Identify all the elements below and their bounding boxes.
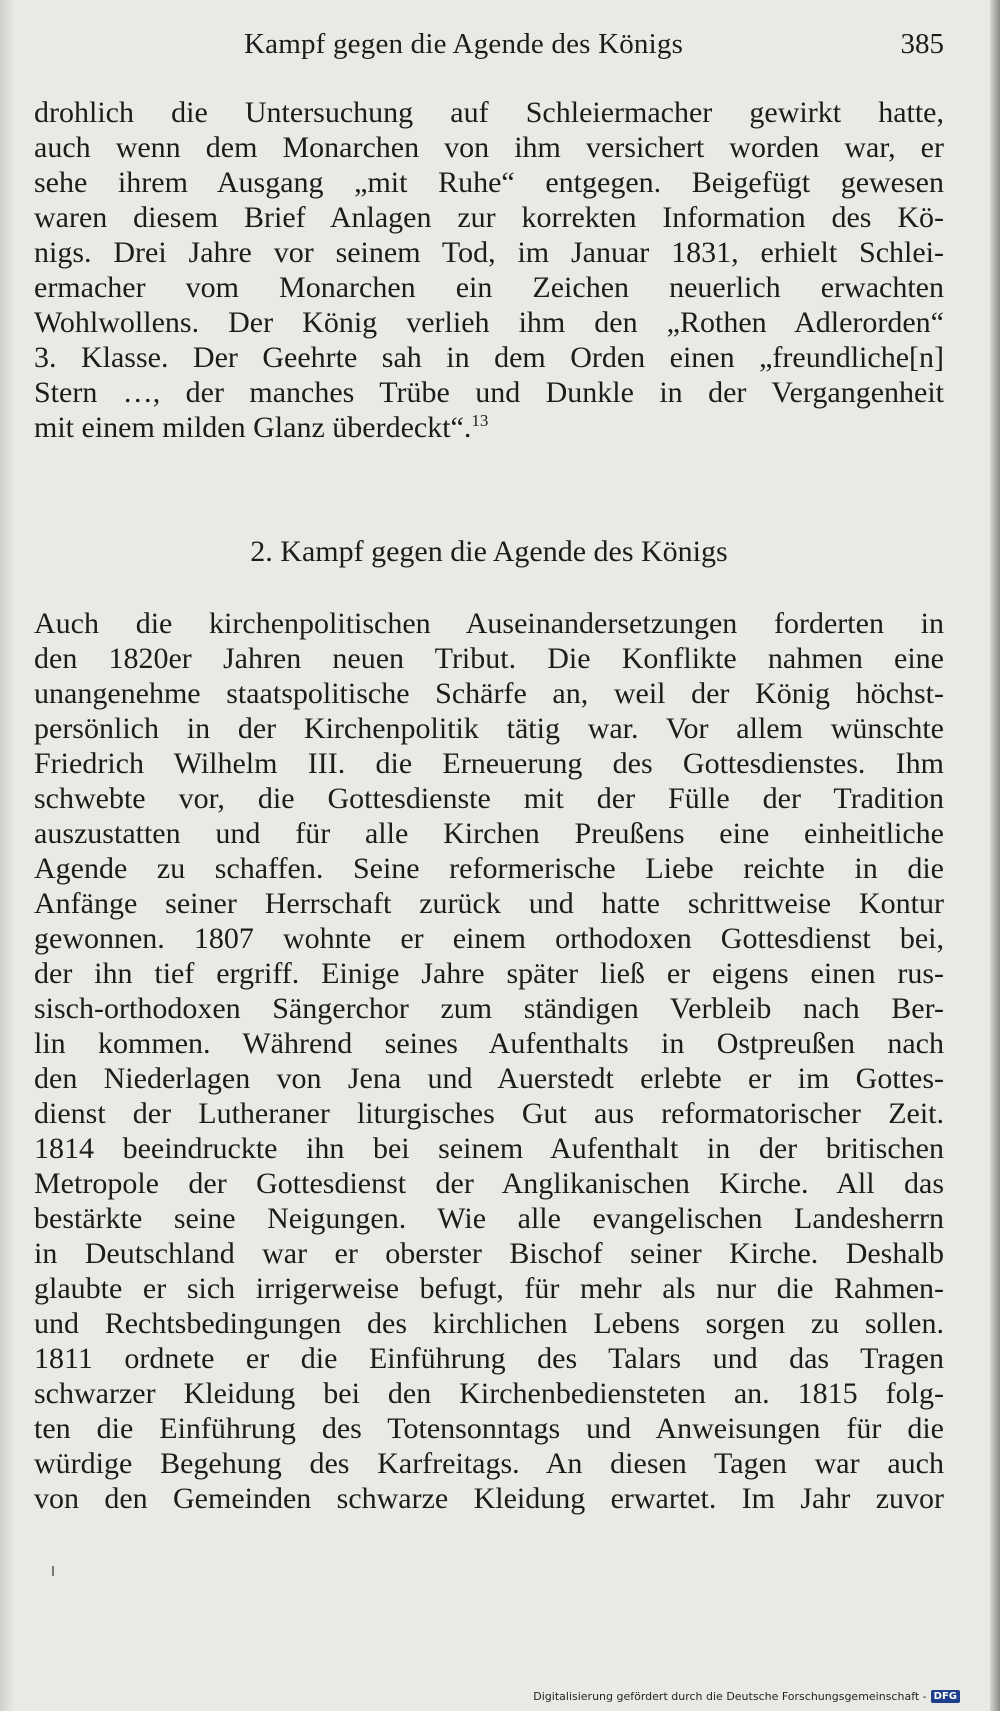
text-line: lin kommen. Während seines Aufenthalts in Ostpreußen nach xyxy=(34,1027,944,1060)
text-line: auch wenn dem Monarchen von ihm versichert worden war, er xyxy=(34,131,944,164)
text-line: den 1820er Jahren neuen Tribut. Die Konflikte nahmen eine xyxy=(34,642,944,675)
text-line: sehe ihrem Ausgang „mit Ruhe“ entgegen. Beigefügt gewesen xyxy=(34,166,944,199)
margin-mark xyxy=(52,1566,54,1576)
text-line: Stern …, der manches Trübe und Dunkle in der Vergangenheit xyxy=(34,376,944,409)
dfg-logo-icon[interactable]: DFG xyxy=(931,1690,960,1703)
text-line-last xyxy=(34,411,944,445)
section-heading: 2. Kampf gegen die Agende des Königs xyxy=(250,535,728,568)
text-line: nigs. Drei Jahre vor seinem Tod, im Januar 1831, erhielt Schlei- xyxy=(34,236,944,269)
text-line: Friedrich Wilhelm III. die Erneuerung des Gottesdienstes. Ihm xyxy=(34,747,944,780)
scan-right-edge xyxy=(990,0,1000,1711)
text-line: glaubte er sich irrigerweise befugt, für mehr als nur die Rahmen- xyxy=(34,1272,944,1305)
text-line: würdige Begehung des Karfreitags. An diesen Tagen war auch xyxy=(34,1447,944,1480)
text-line: bestärkte seine Neigungen. Wie alle evangelischen Landesherrn xyxy=(34,1202,944,1235)
text-line: auszustatten und für alle Kirchen Preußens eine einheitliche xyxy=(34,817,944,850)
text-line: dienst der Lutheraner liturgisches Gut aus reformatorischer Zeit. xyxy=(34,1097,944,1130)
text-line: von den Gemeinden schwarze Kleidung erwartet. Im Jahr zuvor xyxy=(34,1482,944,1515)
text-line: waren diesem Brief Anlagen zur korrekten Information des Kö- xyxy=(34,201,944,234)
text-line: und Rechtsbedingungen des kirchlichen Lebens sorgen zu sollen. xyxy=(34,1307,944,1340)
text-line: 1814 beeindruckte ihn bei seinem Aufenthalt in der britischen xyxy=(34,1132,944,1165)
text-line: 3. Klasse. Der Geehrte sah in dem Orden einen „freundliche[n] xyxy=(34,341,944,374)
page-header xyxy=(34,28,944,68)
text-line-content: mit einem milden Glanz überdeckt“. xyxy=(34,411,472,444)
text-line: Metropole der Gottesdienst der Anglikanischen Kirche. All das xyxy=(34,1167,944,1200)
text-line: drohlich die Untersuchung auf Schleiermacher gewirkt hatte, xyxy=(34,96,944,129)
digitization-credit xyxy=(533,1690,960,1703)
text-line: ermacher vom Monarchen ein Zeichen neuerlich erwachten xyxy=(34,271,944,304)
text-line: Agende zu schaffen. Seine reformerische Liebe reichte in die xyxy=(34,852,944,885)
page-number: 385 xyxy=(900,28,944,60)
scan-left-shadow xyxy=(0,0,14,1711)
text-line: in Deutschland war er oberster Bischof seiner Kirche. Deshalb xyxy=(34,1237,944,1270)
text-line: schwarzer Kleidung bei den Kirchenbediensteten an. 1815 folg- xyxy=(34,1377,944,1410)
text-line: den Niederlagen von Jena und Auerstedt erlebte er im Gottes- xyxy=(34,1062,944,1095)
text-line: Auch die kirchenpolitischen Auseinandersetzungen forderten in xyxy=(34,607,944,640)
running-head: Kampf gegen die Agende des Königs xyxy=(244,28,684,60)
text-line: der ihn tief ergriff. Einige Jahre später ließ er eigens einen rus- xyxy=(34,957,944,990)
text-line: gewonnen. 1807 wohnte er einem orthodoxen Gottesdienst bei, xyxy=(34,922,944,955)
text-line: Wohlwollens. Der König verlieh ihm den „Rothen Adlerorden“ xyxy=(34,306,944,339)
text-line: sisch-orthodoxen Sängerchor zum ständigen Verbleib nach Ber- xyxy=(34,992,944,1025)
credit-text: Digitalisierung gefördert durch die Deutsche Forschungsgemeinschaft - xyxy=(533,1690,927,1703)
text-line: Anfänge seiner Herrschaft zurück und hatte schrittweise Kontur xyxy=(34,887,944,920)
footnote-marker[interactable]: 13 xyxy=(471,411,489,430)
text-line: schwebte vor, die Gottesdienste mit der Fülle der Tradition xyxy=(34,782,944,815)
text-line: persönlich in der Kirchenpolitik tätig war. Vor allem wünschte xyxy=(34,712,944,745)
text-line: unangenehme staatspolitische Schärfe an, weil der König höchst- xyxy=(34,677,944,710)
text-line: ten die Einführung des Totensonntags und Anweisungen für die xyxy=(34,1412,944,1445)
text-line: 1811 ordnete er die Einführung des Talars und das Tragen xyxy=(34,1342,944,1375)
